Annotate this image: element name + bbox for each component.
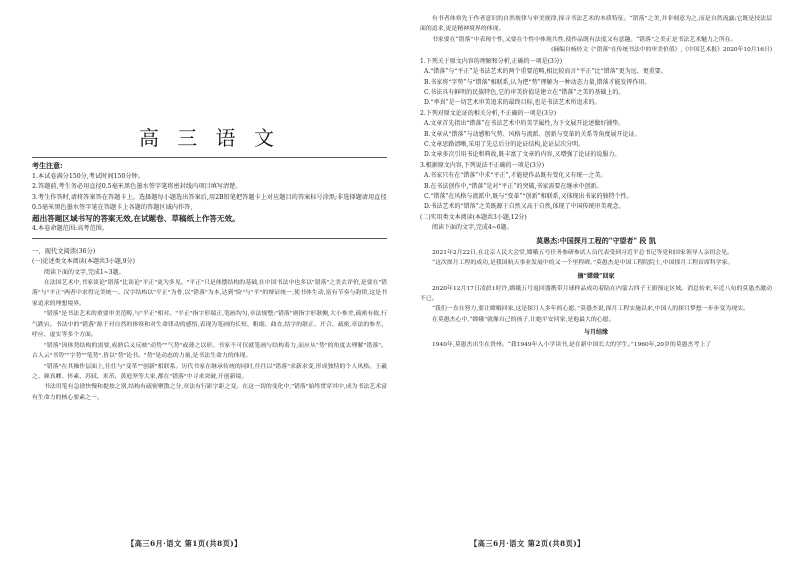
passage-source: (摘编自杨经文《"错落"在传统书法中的审美价值》,《中国艺术报》2020年10月16日) <box>551 47 772 54</box>
question-1: 1.下列关于原文内容的理解和分析,正确的一项是(3分) <box>420 57 563 65</box>
notice-heading: 考生注意: <box>32 161 63 170</box>
question-3: 3.根据原文内容,下列说法不正确的一项是(3分) <box>420 161 545 169</box>
article-paragraph: 1940年,莫愚杰出生在贵州。“我1949年入小学读书,是在新中国长大的学生。”1960年,20岁的莫愚杰考上了 <box>432 342 712 349</box>
article-paragraph: “我们一直在努力,要让嫦娥回家,这是探月人多年的心愿。”莫愚杰说,探月工程实施以来,中国人的探月梦想一步步变为现实。 <box>432 306 749 313</box>
article-subheading: 摘“嫦娥”回家 <box>577 272 615 280</box>
option-c: C.书法具有鲜明的民族特色,它的审美价值是建立在“错落”之美的基础上的。 <box>424 88 625 96</box>
passage-paragraph: "错落"是书法艺术的重要审美范畴,与"平正"相对。"平正"指字形端正,笔画均匀,章法规整;"错落"则指字形欹侧,大小参差,疏密有致,行气跌宕。书法中的"错落"源于对自然的体察和对生命律动的感悟,表现为笔画的长短、粗细、曲直,结字的欹正、开合、疏密,章法的参差、呼应、虚实等多个方面。 <box>32 311 387 339</box>
notice-item: 1.本试卷满分150分,考试时间150分钟。 <box>32 172 144 180</box>
instruction: 阅读下面的文字,完成1~3题。 <box>44 268 125 276</box>
notice-item: 4.本卷命题范围:高考范围。 <box>32 225 109 232</box>
option-d: D.“率真”是一切艺术审美追求的最终目标,也是书法艺术所追求的。 <box>424 99 601 107</box>
option-a: A.文章首先指出“错落”在书法艺术中的美学属性,为下文展开论述做好铺垫。 <box>424 120 625 128</box>
article-subheading: 与月结缘 <box>583 329 608 337</box>
page-title: 高 三 语 文 <box>138 126 281 150</box>
page-footer: 【高三6月·语文 第2页(共8页)】 <box>470 539 585 548</box>
notice-item: 2.答题前,考生务必用直径0.5毫米黑色墨水签字笔将密封线内项目填写清楚。 <box>32 183 242 190</box>
passage-paragraph: 有书者体察先于作者意识的自然规律与审美规律,探寻书法艺术的本质特征。“错落”之美,并非刻意为之,而是自然流露;它既是技法层面的追求,更是精神境界的体现。 <box>420 16 772 33</box>
option-a: A.书家只有在“错落”中求“平正”,才能使作品既有变化又有统一之美。 <box>424 172 607 180</box>
article-paragraph: 2020年12月17日凌晨1时许,嫦娥五号返回器携带月球样品成功着陆在内蒙古四子王旗预定区域。消息传来,年近八旬的莫愚杰激动不已。 <box>420 285 772 303</box>
option-c: C.文章思路清晰,采用了先总后分的论证结构,论证层次分明。 <box>424 141 585 149</box>
passage-paragraph: 书家要在“错落”中表现个性,又要在个性中体现共性,使作品既有法度又有意趣。“错落”之美正是书法艺术魅力之所在。 <box>432 36 737 43</box>
subsection-heading: (二)实用类文本阅读(本题共3小题,12分) <box>420 213 527 221</box>
option-b: B.书家将“字势”与“错落”相联系,认为把“势”理解为一种动态力量,错落才能发挥作用。 <box>424 78 651 86</box>
section-heading: 一、现代文阅读(36分) <box>32 247 96 255</box>
exam-notice <box>32 161 387 235</box>
option-a: A.“错落”与“平正”是书法艺术的两个重要范畴,相比较而言“平正”比“错落”更为远、更重要。 <box>424 68 667 76</box>
instruction: 阅读下面的文字,完成4~6题。 <box>432 224 513 232</box>
page-left <box>32 14 387 561</box>
article-paragraph: 在莫愚杰心中,“嫦娥”就像自己的孩子,让她平安回家,是他最大的心愿。 <box>432 316 615 323</box>
passage-paragraph: 书法用笔有急徐快慢和提按之别,结构有疏密聚散之分,章法有行距字距之变。在这一切的变化中,"错落"始终贯穿其中,成为书法艺术富有生命力的核心要素之一。 <box>32 384 387 401</box>
passage-paragraph: 在法国艺术中,书家谈论"错落"比谈论"平正"更为多见。"平正"只是体摆结构的基础,在中国书法中也多以"错落"之美去评价,是要在"错落"与"平正"两者中求得完美统一。汉字结构以"平正"为骨,以"错落"为本,达到"险"与"平"的辩证统一,使书体生动,富有节奏与韵律,这是书家追求的理想境界。 <box>32 279 387 307</box>
option-b: B.文章从“错落”与动感和气势、风格与流派、创新与变革的关系等角度展开论证。 <box>424 130 641 138</box>
notice-item-warning: 超出答题区域书写的答案无效,在试题卷、草稿纸上作答无效。 <box>32 213 240 223</box>
option-d: D.书法艺术的“错落”之美既源于自然又高于自然,体现了中国传统审美观念。 <box>424 203 625 211</box>
passage-paragraph: "错落"因体势结构的需要,成熟后又反映"动势""气势"或薄之以形。书家不可仅就笔画与结构着力,而应从"势"的角度去理解"错落"。古人云"书势""字势""笔势",皆以"势"论书。"势"是动态的力量,是书法生命力的体现。 <box>32 342 387 360</box>
option-b: B.在书法创作中,“错落”是对“平正”的突破,书家需要在继承中创新。 <box>424 182 603 190</box>
option-d: D.文章多次引用书论和典故,既丰富了文章的内容,又增强了论证的说服力。 <box>424 151 621 159</box>
subsection-heading: (一)论述类文本阅读(本题共3小题,9分) <box>32 258 135 266</box>
page-right <box>420 14 772 561</box>
passage-paragraph: "错落"在其操作层面上,往往与"变革""创新"相联系。历代书家在继承传统的同时,往往以"错落"求新求变,形成独特的个人风格。王羲之、颜真卿、怀素、苏轼、米芾、黄庭坚等大家,都在"错落"中寻求突破,开创新境。 <box>32 363 387 380</box>
notice-item: 3.考生作答时,请将答案答在答题卡上。选择题每小题选出答案后,用2B铅笔把答题卡上对应题目的答案标号涂黑;非选择题请用直径0.5毫米黑色墨水签字笔在答题卡上各题的答题区域内作答, <box>32 193 387 211</box>
question-2: 2.下列对原文论证的相关分析,不正确的一项是(3分) <box>420 109 557 117</box>
divider <box>32 157 387 158</box>
divider <box>32 238 387 239</box>
page-footer: 【高三6月·语文 第1页(共8页)】 <box>127 539 242 548</box>
article-paragraph: 2021年2月22日,在北京人民大会堂,嫦娥五号任务参研参试人员代表受到习近平总书记等党和国家领导人亲切会见。 <box>432 249 733 256</box>
article-title: 莫愚杰:中国探月工程的"守望者" 段 凯 <box>536 235 656 245</box>
option-c: C.“错落”在风格与流派中,既与“变革”“创新”相联系,又体现出书家的独特个性。 <box>424 193 633 201</box>
article-paragraph: “这次探月工程的成功,是我国航天事业发展中的又一个里程碑。”莫愚杰是中国工程院院士,中国探月工程首席科学家。 <box>432 260 734 267</box>
